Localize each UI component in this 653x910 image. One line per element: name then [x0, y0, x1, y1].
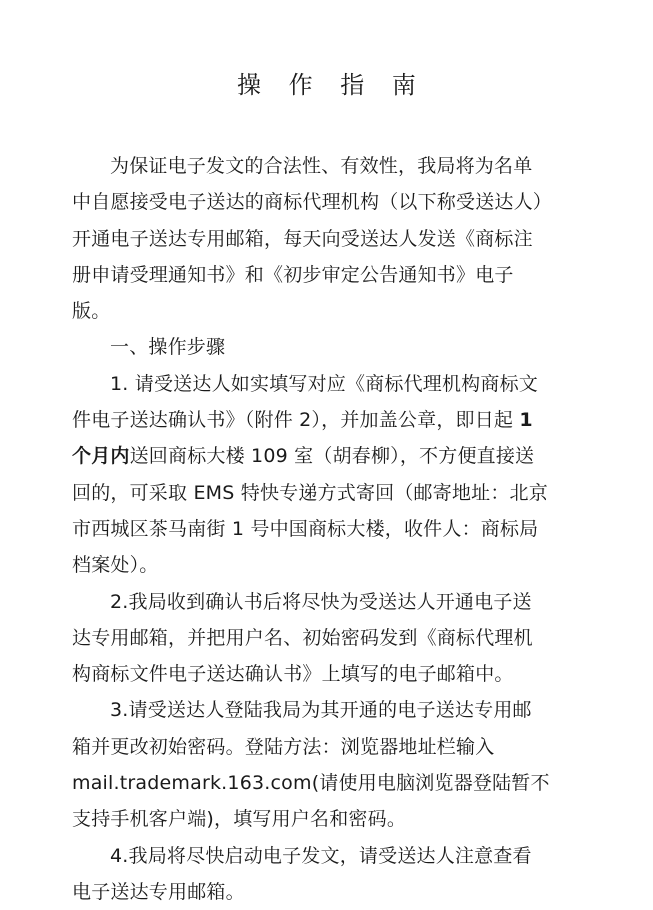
step-1-paragraph: [72, 366, 550, 584]
intro-paragraph: 为保证电子发文的合法性、有效性，我局将为名单中自愿接受电子送达的商标代理机构（以下称受送达人）开通电子送达专用邮箱，每天向受送达人发送《商标注册申请受理通知书》和《初步审定公告通知书》电子版。: [72, 155, 543, 323]
step-1-deadline: 1 个月内: [72, 409, 533, 468]
step-2-paragraph: 2.我局收到确认书后将尽快为受送达人开通电子送达专用邮箱，并把用户名、初始密码发到《商标代理机构商标文件电子送达确认书》上填写的电子邮箱中。: [72, 590, 533, 686]
step-3-paragraph: 3.请受送达人登陆我局为其开通的电子送达专用邮箱并更改初始密码。登陆方法：浏览器地址栏输入 mail.trademark.163.com(请使用电脑浏览器登陆暂不支持手机客户端)，填写用户名和密码。: [72, 699, 550, 831]
step-1-text-before: 1. 请受送达人如实填写对应《商标代理机构商标文件电子送达确认书》（附件 2），并加盖公章，即日起: [72, 372, 538, 432]
step-4-paragraph: 4.我局将尽快启动电子发文，请受送达人注意查看电子送达专用邮箱。: [72, 844, 532, 903]
document-body: [72, 148, 550, 910]
section-heading: 一、操作步骤: [110, 336, 226, 359]
document-title: 操 作 指 南: [237, 71, 426, 99]
step-1-text-after: 送回商标大楼 109 室（胡春柳），不方便直接送回的，可采取 EMS 特快专递方式寄回（邮寄地址：北京市西城区茶马南街 1 号中国商标大楼，收件人：商标局档案处）。: [72, 445, 548, 577]
